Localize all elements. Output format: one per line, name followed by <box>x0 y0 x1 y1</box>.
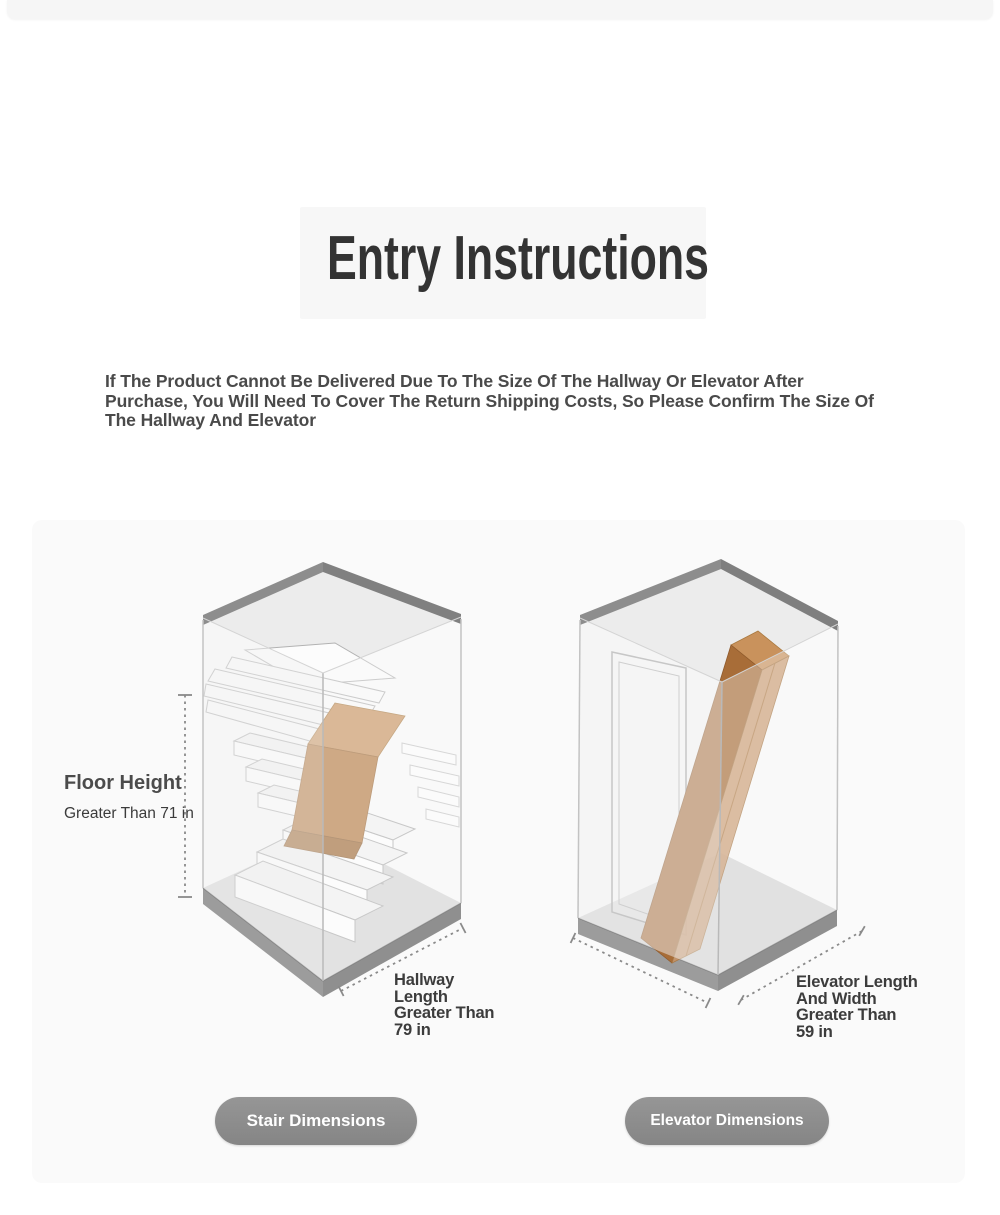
floor-height-title: Floor Height <box>64 772 182 794</box>
label-line: Greater Than <box>394 1004 495 1023</box>
elevator-size-label <box>796 974 918 1040</box>
stair-illustration <box>170 545 490 1015</box>
label-line: 59 in <box>796 1022 833 1041</box>
elevator-dimensions-button[interactable]: Elevator Dimensions <box>625 1097 829 1145</box>
label-line: Greater Than <box>796 1006 897 1025</box>
delivery-notice <box>105 372 915 431</box>
notice-line: The Hallway And Elevator <box>105 410 316 431</box>
label-line: 79 in <box>394 1020 431 1039</box>
label-line: Hallway <box>394 971 455 989</box>
hallway-length-label <box>394 972 494 1038</box>
top-strip <box>7 0 993 19</box>
notice-line: If The Product Cannot Be Delivered Due To The Size Of The Hallway Or Elevator After <box>105 371 804 391</box>
label-line: Length <box>394 987 448 1006</box>
notice-line: Purchase, You Will Need To Cover The Return Shipping Costs, So Please Confirm The Size Of <box>105 390 874 411</box>
floor-height-label <box>64 772 194 822</box>
stair-dimensions-button[interactable]: Stair Dimensions <box>215 1097 417 1145</box>
floor-height-value: Greater Than 71 in <box>64 805 194 822</box>
label-line: And Width <box>796 989 877 1008</box>
page-title: Entry Instructions <box>327 224 709 293</box>
label-line: Elevator Length <box>796 973 918 991</box>
elevator-illustration <box>545 545 890 1015</box>
